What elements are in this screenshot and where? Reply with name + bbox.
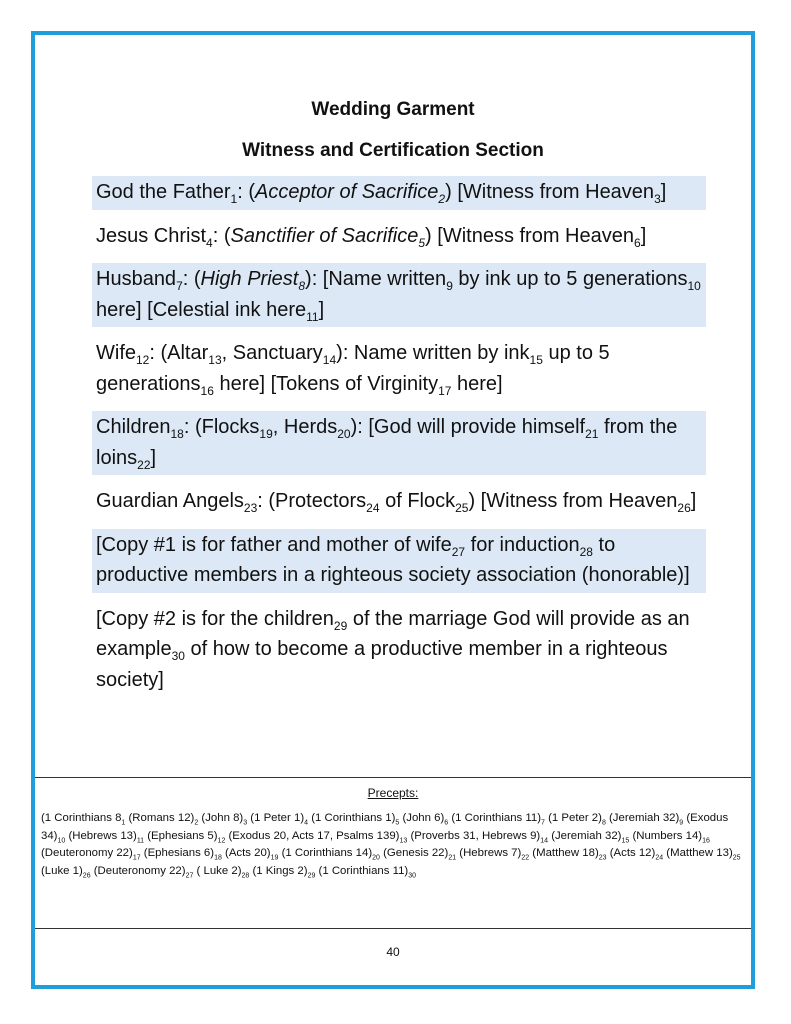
precept-item bbox=[197, 865, 250, 877]
entry-text: ] bbox=[150, 446, 157, 469]
precept-number: 4 bbox=[304, 819, 309, 827]
witness-entry bbox=[92, 176, 706, 210]
precept-item bbox=[632, 830, 709, 842]
footnote-ref: 28 bbox=[579, 544, 593, 559]
entry-role: Sanctifier of Sacrifice bbox=[230, 224, 419, 247]
witness-entry bbox=[92, 529, 706, 593]
precept-ref: (Matthew 13) bbox=[666, 847, 733, 859]
precept-item bbox=[41, 865, 91, 877]
precept-ref: (Ephesians 6) bbox=[143, 847, 215, 859]
precept-ref: (Jeremiah 32) bbox=[551, 829, 622, 842]
entry-text: , Herds bbox=[272, 416, 338, 438]
precept-number: 11 bbox=[136, 836, 145, 844]
footnote-ref: 6 bbox=[634, 235, 641, 250]
section-title: Witness and Certification Section bbox=[242, 140, 544, 161]
precept-ref: (Deuteronomy 22) bbox=[93, 864, 186, 877]
footnote-ref: 3 bbox=[654, 192, 661, 206]
precept-number: 7 bbox=[541, 819, 545, 827]
footnote-ref: 22 bbox=[137, 457, 151, 472]
precept-number: 29 bbox=[307, 871, 316, 879]
footnote-ref: 10 bbox=[687, 279, 701, 293]
entry-text: : ( bbox=[212, 224, 231, 247]
entry-text: up to 5 generations bbox=[96, 342, 610, 395]
precept-number: 18 bbox=[214, 854, 222, 862]
page-number: 40 bbox=[386, 945, 400, 959]
precept-number: 28 bbox=[241, 871, 250, 879]
precept-item bbox=[41, 847, 141, 862]
precept-ref: (1 Peter 1) bbox=[250, 812, 305, 824]
precept-ref: (Hebrews 7) bbox=[459, 847, 522, 859]
precept-number: 20 bbox=[372, 854, 380, 862]
precept-ref: (Matthew 18) bbox=[532, 847, 599, 859]
footnote-ref: 16 bbox=[200, 383, 214, 398]
footnote-ref: 29 bbox=[333, 618, 348, 633]
footnote-ref: 5 bbox=[418, 235, 426, 250]
precept-item bbox=[548, 812, 606, 827]
precept-ref: (Exodus 20, Acts 17, Psalms 139) bbox=[228, 829, 400, 842]
precept-number: 6 bbox=[444, 819, 449, 827]
precept-number: 5 bbox=[395, 819, 400, 827]
precept-ref: (Romans 12) bbox=[128, 812, 195, 824]
entry-text: [Copy #2 is for the children bbox=[96, 607, 334, 630]
precept-item bbox=[451, 812, 545, 827]
precept-number: 23 bbox=[598, 854, 607, 862]
precept-item bbox=[609, 812, 684, 827]
footnote-ref: 27 bbox=[451, 544, 466, 559]
footnote-ref: 30 bbox=[171, 649, 185, 663]
entry-text: : ( bbox=[237, 181, 255, 203]
entry-text: here] [Tokens of Virginity bbox=[213, 372, 439, 395]
footnote-ref: 15 bbox=[529, 353, 543, 367]
precept-item bbox=[383, 847, 457, 862]
entry-text: from the loins bbox=[96, 416, 678, 469]
entry-text: ): [God will provide himself bbox=[350, 416, 586, 438]
precept-number: 10 bbox=[57, 836, 66, 844]
footnote-ref: 20 bbox=[337, 427, 351, 441]
precept-ref: (1 Kings 2) bbox=[252, 864, 308, 877]
entry-text: ): [Name written bbox=[305, 268, 447, 290]
precept-number: 21 bbox=[448, 854, 457, 862]
precepts-list bbox=[41, 810, 745, 880]
footnote-ref: 23 bbox=[243, 501, 258, 515]
precept-number: 8 bbox=[601, 819, 606, 827]
precept-item bbox=[319, 865, 417, 877]
entry-text: Husband bbox=[96, 268, 177, 290]
precept-number: 22 bbox=[521, 854, 530, 862]
entry-text: Children bbox=[96, 416, 171, 438]
precept-number: 15 bbox=[621, 836, 630, 844]
precept-item bbox=[252, 865, 315, 877]
precept-item bbox=[250, 812, 309, 827]
precept-number: 26 bbox=[82, 871, 91, 879]
precept-item bbox=[402, 812, 449, 827]
precept-item bbox=[147, 830, 225, 842]
footnote-ref: 21 bbox=[585, 427, 599, 441]
entry-text: : ( bbox=[182, 268, 201, 290]
entry-text: : (Altar bbox=[149, 342, 209, 364]
footnote-ref: 26 bbox=[677, 501, 691, 515]
footnote-ref: 9 bbox=[446, 279, 453, 293]
footnote-ref: 13 bbox=[208, 353, 222, 367]
precept-ref: (1 Corinthians 14) bbox=[281, 847, 373, 859]
entry-text: Guardian Angels bbox=[96, 490, 244, 512]
footnote-ref: 4 bbox=[206, 235, 213, 250]
entry-text: God the Father bbox=[96, 181, 231, 203]
precept-number: 24 bbox=[655, 854, 664, 862]
entry-text: ) [Witness from Heaven bbox=[468, 490, 678, 512]
entry-text: [Copy #1 is for father and mother of wife bbox=[96, 533, 452, 556]
footnote-ref: 7 bbox=[176, 279, 183, 293]
precepts-heading: Precepts: bbox=[367, 786, 419, 800]
precept-number: 25 bbox=[732, 854, 741, 862]
footnote-ref: 11 bbox=[306, 309, 319, 324]
precept-ref: (Deuteronomy 22) bbox=[41, 847, 133, 859]
precept-item bbox=[41, 812, 126, 827]
precept-ref: (John 8) bbox=[201, 812, 244, 824]
entry-text: by ink up to 5 generations bbox=[452, 268, 688, 290]
footnote-ref: 14 bbox=[322, 353, 337, 367]
entry-text: Jesus Christ bbox=[96, 224, 207, 247]
precept-number: 14 bbox=[540, 836, 549, 844]
witness-entry bbox=[92, 263, 706, 327]
precept-item bbox=[225, 847, 279, 862]
precept-number: 30 bbox=[408, 871, 417, 879]
precept-ref: (1 Peter 2) bbox=[548, 812, 602, 824]
footnote-ref: 2 bbox=[438, 192, 446, 206]
precept-item bbox=[609, 847, 664, 862]
precept-ref: (Exodus 34) bbox=[41, 812, 729, 842]
entry-text: Wife bbox=[96, 342, 136, 364]
precept-ref: (Numbers 14) bbox=[632, 829, 703, 842]
precept-item bbox=[143, 847, 222, 862]
precept-ref: (Proverbs 31, Hebrews 9) bbox=[410, 829, 541, 842]
footnote-ref: 8 bbox=[298, 279, 306, 293]
precept-number: 3 bbox=[243, 819, 248, 827]
entry-text: here] [Celestial ink here bbox=[96, 298, 307, 321]
entry-text: , Sanctuary bbox=[221, 342, 323, 364]
precept-item bbox=[459, 847, 530, 862]
precept-ref: (1 Corinthians 11) bbox=[451, 812, 542, 824]
entry-text: ] bbox=[660, 181, 667, 203]
precept-item bbox=[311, 812, 400, 827]
entry-text: for induction bbox=[465, 533, 580, 556]
entry-role: High Priest bbox=[200, 268, 299, 290]
precept-number: 9 bbox=[679, 819, 684, 827]
footnote-ref: 18 bbox=[170, 427, 184, 441]
precept-number: 19 bbox=[270, 854, 279, 862]
footnote-ref: 24 bbox=[366, 501, 380, 515]
entry-text: to productive members in a righteous society association (honorable)] bbox=[96, 533, 690, 586]
precept-ref: (John 6) bbox=[402, 812, 445, 824]
entry-role: Acceptor of Sacrifice bbox=[255, 181, 439, 203]
precept-ref: (Acts 12) bbox=[609, 847, 656, 859]
precept-ref: (1 Corinthians 1) bbox=[311, 812, 396, 824]
page-border bbox=[31, 31, 755, 989]
precept-ref: ( Luke 2) bbox=[196, 864, 242, 877]
precept-item bbox=[229, 830, 408, 842]
precept-item bbox=[666, 847, 741, 862]
precept-ref: (Acts 20) bbox=[225, 847, 271, 859]
precept-number: 16 bbox=[702, 836, 710, 844]
precept-ref: (1 Corinthians 8 bbox=[41, 812, 122, 824]
precept-number: 13 bbox=[399, 836, 408, 844]
entry-text: of Flock bbox=[379, 490, 456, 512]
entry-text: of the marriage God will provide as an example bbox=[96, 607, 690, 660]
precept-item bbox=[94, 865, 194, 877]
entry-text: ] bbox=[640, 224, 647, 247]
precept-item bbox=[410, 830, 548, 842]
precept-item bbox=[201, 812, 248, 827]
entry-text: ) [Witness from Heaven bbox=[445, 181, 655, 203]
entry-text: ): Name written by ink bbox=[336, 342, 530, 364]
precept-item bbox=[281, 847, 380, 862]
footnote-ref: 17 bbox=[438, 383, 452, 398]
precept-number: 1 bbox=[121, 819, 126, 827]
entry-text: of how to become a productive member in a righteous society] bbox=[96, 638, 668, 691]
witness-entry bbox=[92, 411, 706, 475]
entry-text: ) [Witness from Heaven bbox=[425, 224, 634, 247]
entry-text: : (Flocks bbox=[183, 416, 260, 438]
document-title: Wedding Garment bbox=[311, 99, 475, 120]
precept-number: 2 bbox=[194, 819, 199, 827]
footnote-ref: 1 bbox=[230, 192, 238, 206]
precept-item bbox=[532, 847, 607, 862]
precept-ref: (1 Corinthians 11) bbox=[318, 864, 409, 877]
precept-item bbox=[68, 830, 144, 842]
entry-text: here] bbox=[451, 372, 503, 395]
precept-item bbox=[551, 830, 629, 842]
entry-text: ] bbox=[318, 298, 325, 321]
precept-number: 12 bbox=[217, 836, 226, 844]
precept-ref: (Ephesians 5) bbox=[147, 829, 218, 842]
precept-ref: (Genesis 22) bbox=[383, 847, 449, 859]
precept-ref: (Jeremiah 32) bbox=[609, 812, 680, 824]
precept-ref: (Hebrews 13) bbox=[68, 829, 137, 842]
precept-ref: (Luke 1) bbox=[41, 864, 83, 877]
precept-number: 27 bbox=[185, 871, 194, 879]
entry-text: ] bbox=[690, 490, 697, 512]
divider-top bbox=[35, 777, 751, 778]
witness-entry bbox=[92, 337, 706, 401]
footnote-ref: 19 bbox=[259, 427, 273, 441]
precept-item bbox=[128, 812, 199, 827]
entry-text: : (Protectors bbox=[257, 490, 367, 512]
witness-entry bbox=[92, 220, 706, 254]
witness-entries bbox=[92, 176, 706, 707]
witness-entry bbox=[92, 485, 706, 519]
witness-entry bbox=[92, 603, 706, 698]
divider-bottom bbox=[35, 928, 751, 929]
footnote-ref: 12 bbox=[136, 353, 150, 367]
footnote-ref: 25 bbox=[455, 501, 469, 515]
precept-number: 17 bbox=[132, 854, 141, 862]
